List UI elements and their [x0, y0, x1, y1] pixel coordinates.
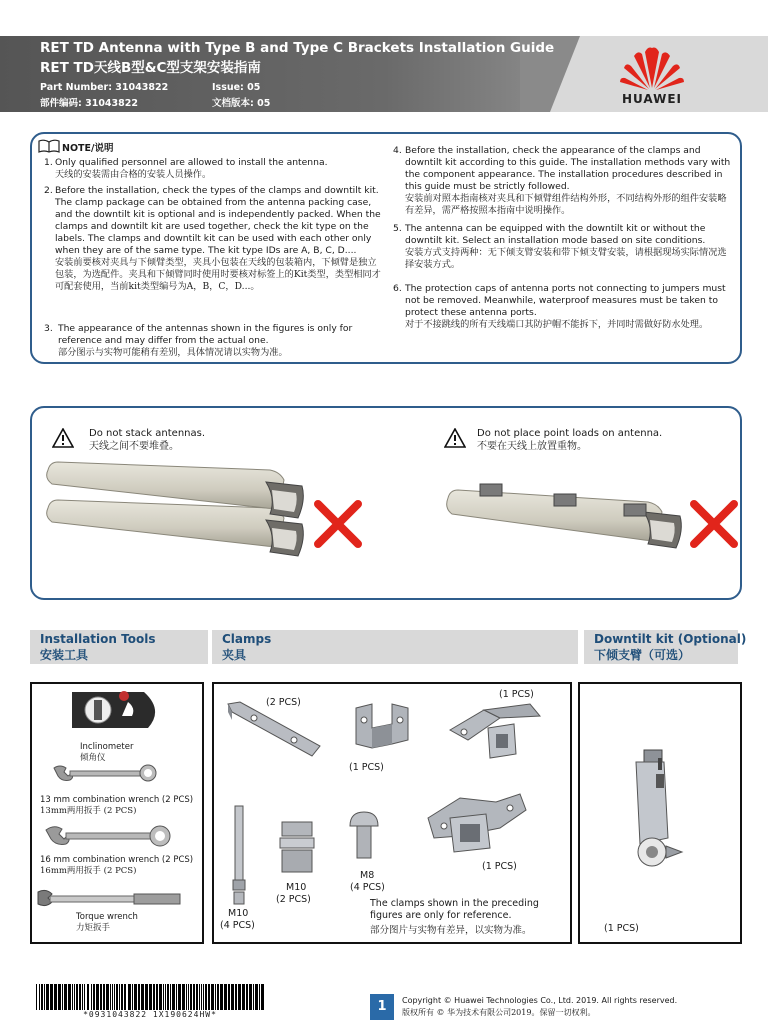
barcode-bar [128, 984, 131, 1010]
note-title: NOTE/说明 [62, 143, 114, 154]
book-icon [38, 139, 60, 153]
tool-label-en: Inclinometer [80, 742, 134, 752]
note-num: 5. [393, 223, 402, 234]
barcode-bar [39, 984, 40, 1010]
cross-icon [690, 500, 738, 548]
tool-label-en: Torque wrench [76, 912, 138, 922]
barcode-bar [44, 984, 45, 1010]
issue-cn: 文档版本: 05 [212, 98, 271, 109]
barcode-bar [165, 984, 166, 1010]
clamp-qty: (2 PCS) [266, 697, 301, 708]
barcode-bar [103, 984, 105, 1010]
barcode-bar [224, 984, 227, 1010]
issue: Issue: 05 [212, 82, 261, 93]
barcode-bar [87, 984, 89, 1010]
barcode-bar [64, 984, 67, 1010]
brand-name: HUAWEI [621, 92, 683, 106]
barcode-bar [145, 984, 148, 1010]
stacked-antennas-illustration [40, 458, 310, 568]
warning-stack-cn: 天线之间不要堆叠。 [89, 441, 179, 452]
barcode-bar [121, 984, 123, 1010]
barcode-bar [231, 984, 234, 1010]
note-item-4: Before the installation, check the appearance of the clamps and downtilt kit according to this guide. The installation methods vary with the component appearance. The installation procedures described in this guide must be strictly followed. 安装前对照本指南核对夹具和下倾臂组件结构外形，不同结构外形的组件安装略有差异，需严格按照本指南中说明操作。 [405, 145, 731, 216]
note-item-1: Only qualified personnel are allowed to install the antenna. 天线的安装需由合格的安装人员操作。 [55, 157, 328, 180]
barcode-bar [54, 984, 57, 1010]
barcode-bar [170, 984, 171, 1010]
barcode-bar [253, 984, 254, 1010]
barcode-bar [246, 984, 248, 1010]
wrench-13mm-icon [50, 764, 160, 784]
m10-nut-label: M10 [286, 882, 307, 893]
m10-bolt-image [230, 802, 248, 910]
barcode-text: *0931043822 1X190624HW* [83, 1010, 217, 1019]
barcode-bar [205, 984, 207, 1010]
wrench-16mm-icon [42, 824, 172, 848]
note-num: 6. [393, 283, 402, 294]
note-item-5: The antenna can be equipped with the downtilt kit or without the downtilt kit. Select an installation mode based on site conditions. 安装方式支持两种：无下倾支臂安装和带下倾支臂安装，请根据现场实际情况选择安装方式。 [405, 223, 727, 270]
warning-load-en: Do not place point loads on antenna. [477, 428, 663, 439]
part-number: Part Number: 31043822 [40, 82, 169, 93]
point-load-illustration [444, 478, 690, 558]
barcode-bar [68, 984, 71, 1010]
barcode-bar [46, 984, 49, 1010]
page-header [0, 0, 768, 112]
barcode-bar [261, 984, 264, 1010]
note-num: 2. [44, 185, 53, 196]
barcode-bar [159, 984, 162, 1010]
barcode-bar [178, 984, 181, 1010]
barcode-bar [132, 984, 133, 1010]
section-downtilt-head: Downtilt kit (Optional) 下倾支臂（可选） [584, 630, 738, 664]
clamp-qty: (1 PCS) [349, 762, 384, 773]
barcode-bar [259, 984, 260, 1010]
m10-bolt-qty: (4 PCS) [220, 920, 255, 931]
barcode-bar [242, 984, 245, 1010]
part-number-cn: 部件编码: 31043822 [40, 98, 138, 109]
barcode-bar [100, 984, 102, 1010]
clamp-bracket-image [350, 700, 414, 760]
barcode-bar [74, 984, 75, 1010]
warning-icon [444, 428, 466, 448]
barcode-bar [163, 984, 164, 1010]
barcode-bar [255, 984, 258, 1010]
m10-nut-qty: (2 PCS) [276, 894, 311, 905]
barcode-bar [228, 984, 230, 1010]
barcode-bar [106, 984, 109, 1010]
tool-label-cn: 倾角仪 [80, 753, 106, 763]
barcode-bar [188, 984, 189, 1010]
barcode [36, 984, 264, 1010]
clamp-plate-image [224, 700, 324, 760]
barcode-bar [82, 984, 83, 1010]
barcode-bar [58, 984, 61, 1010]
barcode-bar [176, 984, 177, 1010]
tool-label-cn: 16mm两用扳手 (2 PCS) [40, 866, 137, 876]
barcode-bar [238, 984, 241, 1010]
barcode-bar [91, 984, 92, 1010]
barcode-bar [112, 984, 113, 1010]
barcode-bar [79, 984, 81, 1010]
warning-load-cn: 不要在天线上放置重物。 [477, 441, 587, 452]
torque-wrench-icon [34, 888, 190, 910]
barcode-bar [76, 984, 78, 1010]
warning-stack-en: Do not stack antennas. [89, 428, 206, 439]
barcode-bar [211, 984, 214, 1010]
m8-qty: (4 PCS) [350, 882, 385, 893]
barcode-bar [215, 984, 216, 1010]
tool-label-en: 13 mm combination wrench (2 PCS) [40, 795, 194, 805]
barcode-bar [208, 984, 210, 1010]
barcode-bar [62, 984, 63, 1010]
section-tools-head: Installation Tools 安装工具 [30, 630, 208, 664]
note-item-2: Before the installation, check the types of the clamps and downtilt kit. The clamp package can be obtained from the antenna packing case, and the downtilt kit is optional and is independently packed. When the clamps and downtilt kit are used together, check the kit type on the labels. The clamps and downtilt kit can be used with each other only when they are of the same type. The kit type IDs are A, B, C, D.... 安装前要核对夹具与下倾臂类型，夹具小包装在天线的包装箱内，下倾臂是独立包装，为选配件。夹具和下倾臂同时使用时要核对标签上的Kit类型，类型相同才可配套使用，当前kit类型编号为A，B，C，D...。 [55, 185, 381, 292]
clamp-qty: (1 PCS) [499, 689, 534, 700]
tool-label-en: 16 mm combination wrench (2 PCS) [40, 855, 194, 865]
barcode-bar [124, 984, 126, 1010]
barcode-bar [119, 984, 120, 1010]
downtilt-kit-image [630, 748, 686, 870]
barcode-bar [93, 984, 95, 1010]
barcode-bar [235, 984, 237, 1010]
note-num: 3. [44, 323, 53, 334]
page-number: 1 [370, 994, 394, 1020]
downtilt-qty: (1 PCS) [604, 923, 639, 934]
note-num: 4. [393, 145, 402, 156]
barcode-bar [193, 984, 195, 1010]
tool-label-cn: 力矩扳手 [76, 923, 111, 933]
barcode-bar [156, 984, 158, 1010]
section-clamps-head: Clamps 夹具 [212, 630, 578, 664]
clamp-qty: (1 PCS) [482, 861, 517, 872]
barcode-bar [201, 984, 202, 1010]
warning-icon [52, 428, 74, 448]
barcode-bar [172, 984, 175, 1010]
note-item-3: The appearance of the antennas shown in the figures is only for reference and may differ from the actual one. 部分图示与实物可能稍有差别，具体情况请以实物为准。 [58, 323, 353, 358]
barcode-bar [196, 984, 198, 1010]
barcode-bar [182, 984, 185, 1010]
note-item-6: The protection caps of antenna ports not connecting to jumpers must not be removed. Meanwhile, waterproof measures must be taken to protect these antenna ports. 对于不接跳线的所有天线端口其防护帽不能拆下，并同时需做好防水处理。 [405, 283, 726, 330]
barcode-bar [36, 984, 37, 1010]
m8-bolt-image [346, 810, 382, 862]
inclinometer-icon [70, 688, 166, 732]
barcode-bar [190, 984, 192, 1010]
m8-label: M8 [360, 870, 375, 881]
copyright-en: Copyright © Huawei Technologies Co., Ltd. 2019. All rights reserved. [402, 996, 678, 1005]
barcode-bar [41, 984, 43, 1010]
barcode-bar [84, 984, 85, 1010]
barcode-bar [249, 984, 252, 1010]
barcode-bar [138, 984, 140, 1010]
barcode-bar [116, 984, 118, 1010]
barcode-bar [149, 984, 152, 1010]
title-en: RET TD Antenna with Type B and Type C Brackets Installation Guide [40, 40, 555, 56]
barcode-bar [217, 984, 219, 1010]
barcode-bar [114, 984, 115, 1010]
clamps-note-en: The clamps shown in the preceding figures are only for reference. [370, 898, 539, 921]
clamp-hinge-image [444, 700, 546, 762]
barcode-bar [186, 984, 187, 1010]
clamps-note-cn: 部分图片与实物有差异，以实物为准。 [370, 925, 532, 936]
barcode-bar [203, 984, 204, 1010]
m10-nut-image [276, 820, 318, 878]
huawei-logo-icon [612, 44, 692, 90]
cross-icon [314, 500, 362, 548]
tool-label-cn: 13mm两用扳手 (2 PCS) [40, 806, 137, 816]
m10-bolt-label: M10 [228, 908, 249, 919]
barcode-bar [220, 984, 223, 1010]
title-cn: RET TD天线B型&C型支架安装指南 [40, 60, 261, 76]
barcode-bar [199, 984, 200, 1010]
note-num: 1. [44, 157, 53, 168]
barcode-bar [96, 984, 99, 1010]
clamp-assembly-image [420, 788, 532, 860]
barcode-bar [167, 984, 169, 1010]
barcode-bar [50, 984, 53, 1010]
barcode-bar [72, 984, 73, 1010]
barcode-bar [110, 984, 111, 1010]
barcode-bar [153, 984, 155, 1010]
barcode-bar [141, 984, 144, 1010]
copyright-cn: 版权所有 © 华为技术有限公司2019。保留一切权利。 [402, 1008, 596, 1017]
barcode-bar [134, 984, 137, 1010]
